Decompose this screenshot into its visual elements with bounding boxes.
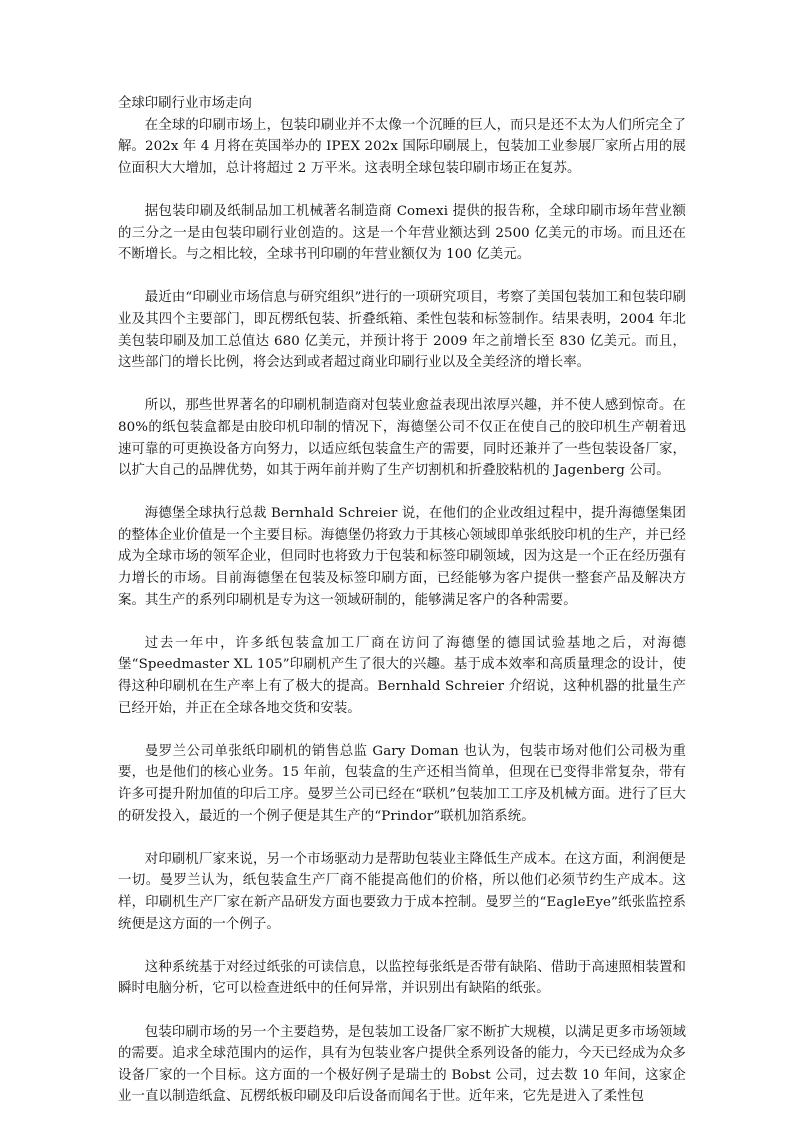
paragraph-10: 包装印刷市场的另一个主要趋势，是包装加工设备厂家不断扩大规模，以满足更多市场领域的需要。追求全球范围内的运作，具有为包装业客户提供全系列设备的能力，今天已经成为众多设备厂家的一个目标。这方面的一个极好例子是瑞士的 Bobst 公司，过去数 10 年间，这家企业一直以制造纸盒、瓦楞纸板印刷及印后设备而闻名于世。近年来，它先是进入了柔性包	[118, 1024, 686, 1105]
paragraph-8: 对印刷机厂家来说，另一个市场驱动力是帮助包装业主降低生产成本。在这方面，利润便是一切。曼罗兰认为，纸包装盒生产厂商不能提高他们的价格，所以他们必须节约生产成本。这样，印刷机生产厂家在新产品研发方面也要致力于成本控制。曼罗兰的“EagleEye”纸张监控系统便是这方面的一个例子。	[118, 851, 686, 932]
document-page	[118, 93, 686, 1130]
paragraph-6: 过去一年中，许多纸包装盒加工厂商在访问了海德堡的德国试验基地之后，对海德堡“Speedmaster XL 105”印刷机产生了很大的兴趣。基于成本效率和高质量理念的设计，使得这种印刷机在生产率上有了极大的提高。Bernhald Schreier 介绍说，这种机器的批量生产已经开始，并正在全球各地交货和安装。	[118, 635, 686, 716]
paragraph-5: 海德堡全球执行总裁 Bernhald Schreier 说，在他们的企业改组过程中，提升海德堡集团的整体企业价值是一个主要目标。海德堡仍将致力于其核心领域即单张纸胶印机的生产，并已经成为全球市场的领军企业，但同时也将致力于包装和标签印刷领域，因为这是一个正在经历强有力增长的市场。目前海德堡在包装及标签印刷方面，已经能够为客户提供一整套产品及解决方案。其生产的系列印刷机是专为这一领域研制的，能够满足客户的各种需要。	[118, 506, 686, 608]
document-title: 全球印刷行业市场走向	[118, 96, 252, 111]
paragraph-4: 所以，那些世界著名的印刷机制造商对包装业愈益表现出浓厚兴趣，并不使人感到惊奇。在 80%的纸包装盒都是由胶印机印制的情况下，海德堡公司不仅正在使自己的胶印机生产朝着迅速可靠的可更换设备方向努力，以适应纸包装盒生产的需要，同时还兼并了一些包装设备厂家，以扩大自己的品牌优势，如其于两年前并购了生产切割机和折叠胶粘机的 Jagenberg 公司。	[118, 398, 686, 479]
paragraph-3: 最近由“印刷业市场信息与研究组织”进行的一项研究项目，考察了美国包装加工和包装印刷业及其四个主要部门，即瓦楞纸包装、折叠纸箱、柔性包装和标签制作。结果表明，2004 年北美包装印刷及加工总值达 680 亿美元，并预计将于 2009 年之前增长至 830 亿美元。而且，这些部门的增长比例，将会达到或者超过商业印刷行业以及全美经济的增长率。	[118, 290, 686, 371]
paragraph-7: 曼罗兰公司单张纸印刷机的销售总监 Gary Doman 也认为，包装市场对他们公司极为重要，也是他们的核心业务。15 年前，包装盒的生产还相当简单，但现在已变得非常复杂，带有许多可提升附加值的印后工序。曼罗兰公司已经在“联机”包装加工工序及机械方面。进行了巨大的研发投入，最近的一个例子便是其生产的“Prindor”联机加箔系统。	[118, 743, 686, 824]
paragraph-9: 这种系统基于对经过纸张的可读信息，以监控每张纸是否带有缺陷、借助于高速照相装置和瞬时电脑分析，它可以检查进纸中的任何异常，并识别出有缺陷的纸张。	[118, 959, 686, 997]
paragraph-2: 据包装印刷及纸制品加工机械著名制造商 Comexi 提供的报告称，全球印刷市场年营业额的三分之一是由包装印刷行业创造的。这是一个年营业额达到 2500 亿美元的市场。而且还在不断增长。与之相比较，全球书刊印刷的年营业额仅为 100 亿美元。	[118, 203, 686, 263]
paragraph-1: 在全球的印刷市场上，包装印刷业并不太像一个沉睡的巨人，而只是还不太为人们所完全了解。202x 年 4 月将在英国举办的 IPEX 202x 国际印刷展上，包装加工业参展厂家所占用的展位面积大大增加，总计将超过 2 万平米。这表明全球包装印刷市场正在复苏。	[118, 117, 686, 176]
